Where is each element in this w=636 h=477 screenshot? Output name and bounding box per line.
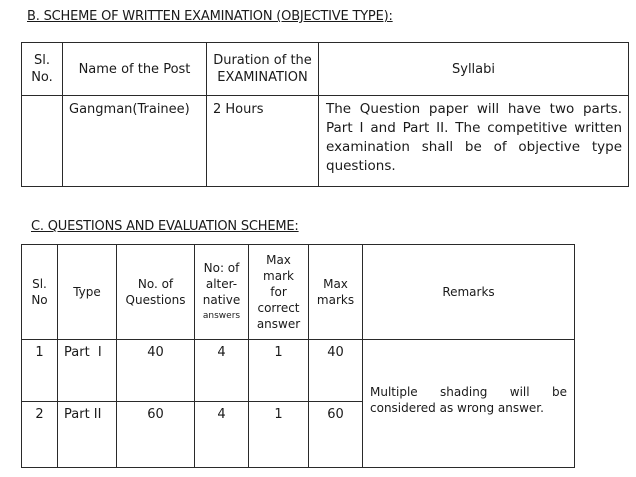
header-text: native bbox=[202, 293, 241, 307]
header-text: Max bbox=[323, 277, 348, 291]
header-type: Type bbox=[58, 245, 117, 340]
cell-syllabi: The Question paper will have two parts. Part I and Part II. The competitive written examination shall be of objective type questions. bbox=[319, 96, 629, 187]
remarks-word: shading bbox=[440, 384, 488, 399]
evaluation-scheme-table bbox=[21, 244, 575, 468]
header-text: No bbox=[31, 293, 48, 307]
header-text: Duration of the bbox=[213, 53, 312, 68]
header-text: correct bbox=[257, 301, 300, 315]
section-b-heading: B. SCHEME OF WRITTEN EXAMINATION (OBJECTIVE TYPE): bbox=[27, 9, 393, 24]
header-text: EXAMINATION bbox=[217, 70, 308, 85]
header-sl-no bbox=[22, 245, 58, 340]
cell-duration: 2 Hours bbox=[207, 96, 319, 187]
header-text: marks bbox=[316, 293, 355, 307]
header-text: No: of bbox=[203, 261, 240, 275]
table-row bbox=[22, 96, 629, 187]
cell-type: Part II bbox=[58, 402, 117, 468]
table-row bbox=[22, 340, 575, 402]
table-header-row bbox=[22, 43, 629, 96]
header-text: mark bbox=[263, 269, 294, 283]
header-max-mark-correct bbox=[249, 245, 309, 340]
header-max-marks bbox=[309, 245, 363, 340]
written-exam-scheme-table bbox=[21, 42, 629, 187]
table-header-row bbox=[22, 245, 575, 340]
header-text: answers bbox=[202, 311, 241, 321]
section-c-heading: C. QUESTIONS AND EVALUATION SCHEME: bbox=[31, 219, 299, 234]
header-text: Max bbox=[266, 253, 291, 267]
cell-max-marks: 40 bbox=[309, 340, 363, 402]
cell-alternatives: 4 bbox=[195, 402, 249, 468]
header-no-of-questions bbox=[117, 245, 195, 340]
header-text: No. bbox=[31, 70, 53, 85]
remarks-word: be bbox=[551, 384, 567, 399]
header-duration bbox=[207, 43, 319, 96]
cell-questions: 40 bbox=[117, 340, 195, 402]
cell-post-name: Gangman(Trainee) bbox=[63, 96, 207, 187]
remarks-line-1 bbox=[370, 384, 567, 400]
header-text: Sl. bbox=[32, 277, 47, 291]
cell-type: Part I bbox=[58, 340, 117, 402]
cell-questions: 60 bbox=[117, 402, 195, 468]
cell-sl-no bbox=[22, 96, 63, 187]
cell-alternatives: 4 bbox=[195, 340, 249, 402]
header-post-name: Name of the Post bbox=[63, 43, 207, 96]
header-text: Questions bbox=[125, 293, 186, 307]
cell-max-marks: 60 bbox=[309, 402, 363, 468]
header-text: Sl. bbox=[34, 53, 50, 68]
header-text: No. of bbox=[137, 277, 174, 291]
cell-remarks bbox=[363, 340, 575, 468]
cell-sl-no: 1 bbox=[22, 340, 58, 402]
header-syllabi: Syllabi bbox=[319, 43, 629, 96]
cell-mark-per-correct: 1 bbox=[249, 402, 309, 468]
cell-mark-per-correct: 1 bbox=[249, 340, 309, 402]
header-text: for bbox=[270, 285, 287, 299]
header-text: answer bbox=[256, 317, 301, 331]
header-alternative-answers bbox=[195, 245, 249, 340]
remarks-word: Multiple bbox=[370, 384, 418, 399]
header-text: alter- bbox=[205, 277, 238, 291]
cell-sl-no: 2 bbox=[22, 402, 58, 468]
remarks-word: will bbox=[509, 384, 530, 399]
header-remarks: Remarks bbox=[363, 245, 575, 340]
remarks-line-2: considered as wrong answer. bbox=[370, 400, 544, 415]
header-sl-no bbox=[22, 43, 63, 96]
